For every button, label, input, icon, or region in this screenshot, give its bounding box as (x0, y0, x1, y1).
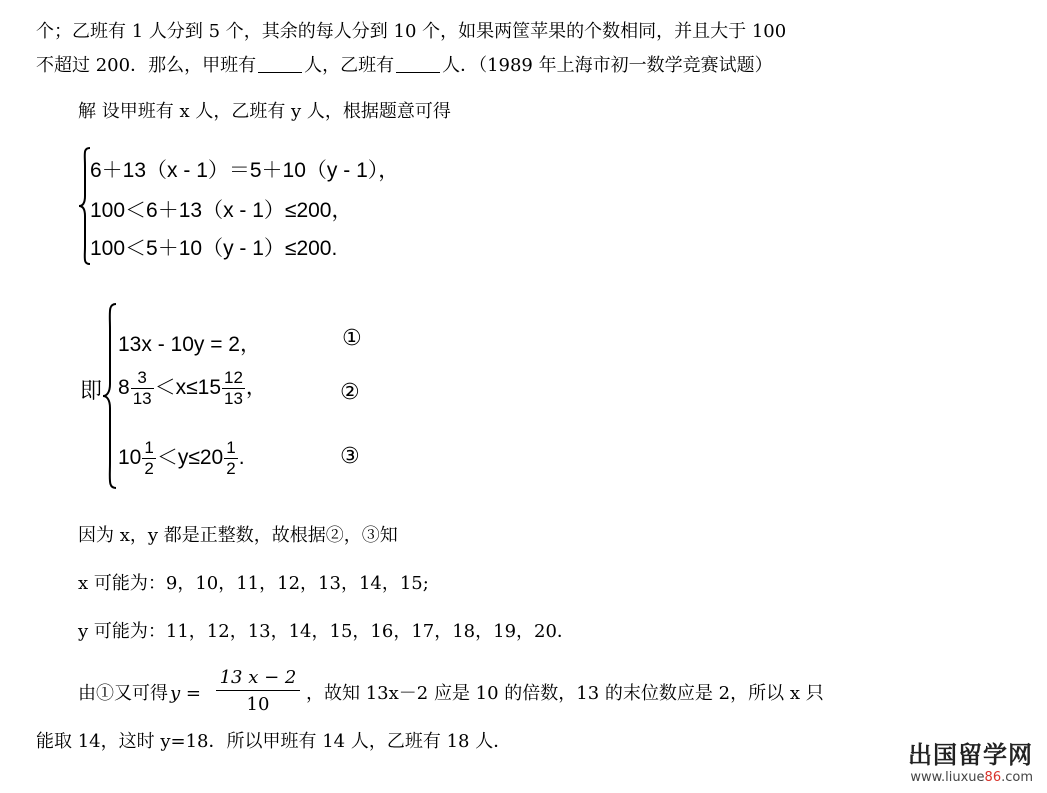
reasoning-line-2: x 可能为：9，10，11，12，13，14，15; (78, 573, 429, 594)
watermark-url-b: 86 (984, 770, 1002, 785)
problem-line-1: 个；乙班有 1 人分到 5 个，其余的每人分到 10 个，如果两筐苹果的个数相同，并且大于 100 (36, 21, 787, 42)
denominator: 13 (132, 389, 152, 408)
equation-system-1 (78, 146, 458, 266)
problem-line-2 (36, 54, 773, 78)
problem-line-2-c: 人．（1989 年上海市初一数学竞赛试题） (442, 55, 773, 76)
numerator: 3 (131, 368, 154, 389)
system2-eq1: 13x - 10y = 2， (118, 333, 261, 356)
solution-intro: 解 设甲班有 x 人，乙班有 y 人，根据题意可得 (78, 101, 451, 122)
fraction (222, 368, 245, 409)
numerator: 12 (224, 368, 243, 387)
watermark-url-a: www.liuxue (910, 770, 985, 785)
system1-eq1: 6＋13（x - 1）＝5＋10（y - 1）， (90, 159, 400, 182)
system2-eq2-mid: ＜x≤15 (154, 376, 221, 400)
system2-eq2-whole: 8 (118, 376, 130, 400)
fraction-numerator: 13 x − 2 (216, 666, 300, 691)
fraction-y (216, 666, 300, 719)
denominator: 2 (144, 459, 154, 478)
reasoning-line-4-a: 由①又可得 (78, 683, 168, 704)
fraction (142, 438, 155, 479)
watermark-url (908, 770, 1033, 785)
answer-blank-2 (396, 54, 440, 73)
system2-eq2-end: ， (245, 376, 267, 400)
system2-eq3-whole: 10 (118, 446, 142, 470)
numerator: 1 (226, 438, 236, 457)
circled-number-3: ③ (340, 444, 360, 469)
reasoning-line-1: 因为 x，y 都是正整数，故根据②，③知 (78, 525, 398, 546)
reasoning-line-5: 能取 14，这时 y=18．所以甲班有 14 人，乙班有 18 人． (36, 731, 512, 752)
system1-eq3: 100＜5＋10（y - 1）≤200. (90, 237, 338, 260)
system2-eq3 (118, 438, 245, 479)
denominator: 2 (226, 459, 236, 478)
numerator: 1 (144, 438, 154, 457)
fraction (131, 368, 154, 409)
watermark (908, 735, 1033, 785)
watermark-url-c: .com (1001, 770, 1033, 785)
problem-line-2-b: 人，乙班有 (304, 55, 395, 76)
system2-eq3-end: . (238, 446, 245, 470)
problem-line-2-a: 不超过 200．那么，甲班有 (36, 55, 257, 76)
watermark-logo-text: 出国留学网 (908, 741, 1033, 769)
answer-blank-1 (258, 54, 302, 73)
denominator: 13 (224, 389, 243, 408)
circled-number-1: ① (342, 326, 362, 351)
reasoning-line-4-b: ，故知 13x－2 应是 10 的倍数，13 的末位数应是 2，所以 x 只 (306, 683, 824, 704)
reasoning-line-3: y 可能为：11，12，13，14，15，16，17，18，19，20． (78, 621, 575, 642)
fraction-denominator: 10 (246, 694, 270, 715)
fraction-lhs: y = (170, 683, 201, 704)
system2-prefix: 即 (80, 379, 103, 404)
left-brace (102, 302, 118, 490)
system2-eq3-mid: ＜y≤20 (156, 446, 224, 470)
fraction (224, 438, 237, 479)
system2-eq2 (118, 368, 267, 409)
system1-eq2: 100＜6＋13（x - 1）≤200， (90, 199, 353, 222)
circled-number-2: ② (340, 380, 360, 405)
